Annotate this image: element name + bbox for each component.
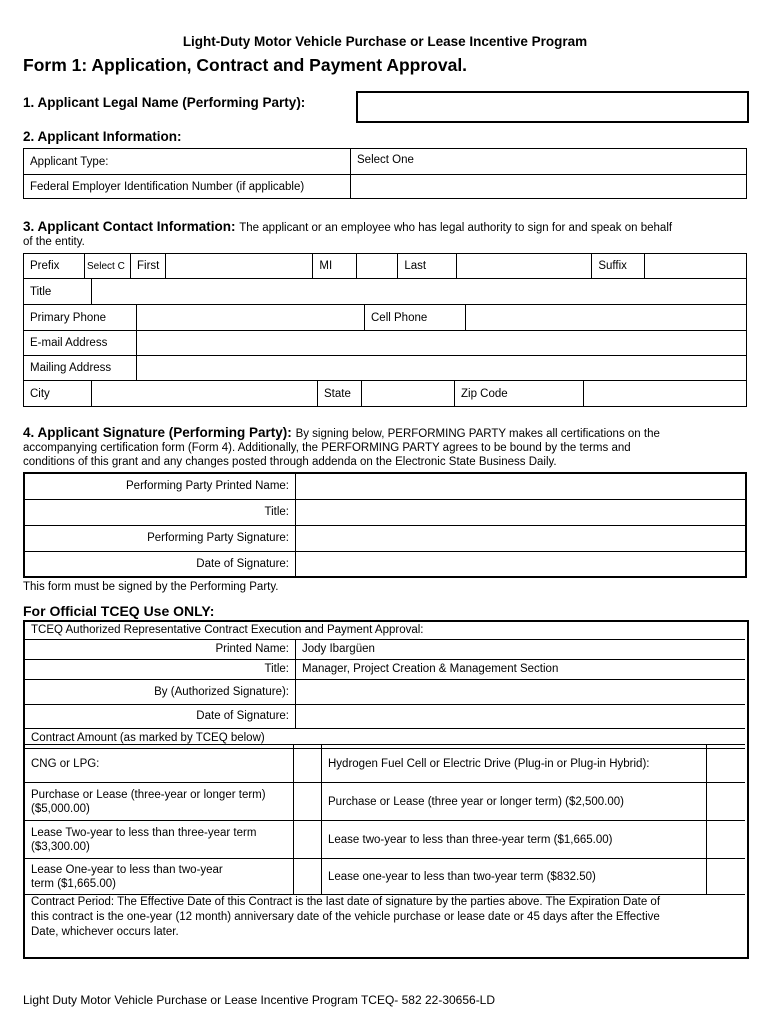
program-header: Light-Duty Motor Vehicle Purchase or Lease Incentive Program (182, 34, 588, 49)
contract-period-line-3: Date, whichever occurs later. (31, 926, 179, 938)
official-approval-table (25, 622, 745, 749)
right-purchase-label: Purchase or Lease (three year or longer term) ($2,500.00) (322, 783, 707, 821)
applicant-legal-name-field[interactable] (356, 91, 749, 123)
applicant-info-table (23, 148, 747, 199)
mailing-input[interactable] (137, 356, 747, 381)
signature-table (23, 472, 747, 578)
mi-label: MI (313, 254, 357, 279)
section-4-desc-2: accompanying certification form (Form 4). Additionally, the PERFORMING PARTY agrees to be bound by the terms and (23, 442, 631, 454)
suffix-input[interactable] (645, 254, 747, 279)
official-date-label: Date of Signature: (25, 704, 296, 728)
state-label: State (318, 381, 362, 407)
left-one-year-line-2: term ($1,665.00) (31, 877, 117, 890)
zip-input[interactable] (584, 381, 747, 407)
sig-title-label: Title: (24, 499, 296, 525)
left-two-year-label (25, 821, 294, 859)
applicant-type-select[interactable]: Select One (351, 149, 747, 175)
first-input[interactable] (166, 254, 313, 279)
contract-period-line-2: this contract is the one-year (12 month) anniversary date of the vehicle purchase or lease date or 45 days after the Effective (31, 911, 660, 923)
section-2-label: 2. Applicant Information: (23, 129, 182, 144)
official-date-input[interactable] (296, 704, 746, 728)
prefix-select[interactable]: Select C (85, 254, 131, 279)
title-input[interactable] (92, 279, 747, 305)
right-one-year-label: Lease one-year to less than two-year term ($832.50) (322, 859, 707, 895)
section-4-label (23, 425, 660, 440)
email-input[interactable] (137, 331, 747, 356)
official-printed-name-label: Printed Name: (25, 639, 296, 659)
official-printed-name-value: Jody Ibargüen (296, 639, 746, 659)
email-label: E-mail Address (24, 331, 137, 356)
first-label: First (131, 254, 166, 279)
mi-input[interactable] (357, 254, 398, 279)
left-two-year-line-1: Lease Two-year to less than three-year term (31, 826, 257, 839)
section-3-desc: The applicant or an employee who has legal authority to sign for and speak on behalf (239, 222, 673, 234)
sig-title-input[interactable] (296, 499, 747, 525)
printed-name-input[interactable] (296, 473, 747, 499)
contract-amount-label: Contract Amount (as marked by TCEQ below) (25, 728, 745, 748)
right-two-year-checkbox[interactable] (707, 821, 746, 859)
city-label: City (24, 381, 92, 407)
contract-amount-table (25, 744, 745, 895)
section-4-title: 4. Applicant Signature (Performing Party): (23, 425, 292, 440)
left-two-year-checkbox[interactable] (294, 821, 322, 859)
sig-date-label: Date of Signature: (24, 551, 296, 577)
section-4-desc-1: By signing below, PERFORMING PARTY makes all certifications on the (295, 428, 660, 440)
left-two-year-line-2: ($3,300.00) (31, 840, 90, 853)
last-label: Last (398, 254, 457, 279)
fein-label: Federal Employer Identification Number (if applicable) (24, 175, 351, 199)
section-3-desc-2: of the entity. (23, 236, 85, 248)
state-input[interactable] (362, 381, 455, 407)
left-purchase-line-1: Purchase or Lease (three-year or longer term) (31, 788, 266, 801)
form-title: Form 1: Application, Contract and Payment Approval. (23, 55, 468, 75)
left-purchase-line-2: ($5,000.00) (31, 802, 90, 815)
mailing-label: Mailing Address (24, 356, 137, 381)
footer: Light Duty Motor Vehicle Purchase or Lease Incentive Program TCEQ- 582 22-30656-LD (23, 993, 496, 1007)
cng-lpg-checkbox[interactable] (294, 745, 322, 783)
contact-table-city (23, 380, 747, 407)
right-two-year-label: Lease two-year to less than three-year term ($1,665.00) (322, 821, 707, 859)
signature-input[interactable] (296, 525, 747, 551)
left-purchase-label (25, 783, 294, 821)
left-one-year-checkbox[interactable] (294, 859, 322, 895)
primary-phone-input[interactable] (137, 305, 365, 331)
cell-phone-label: Cell Phone (365, 305, 466, 331)
printed-name-label: Performing Party Printed Name: (24, 473, 296, 499)
approval-heading: TCEQ Authorized Representative Contract Execution and Payment Approval: (25, 622, 745, 639)
section-1-label: 1. Applicant Legal Name (Performing Party): (23, 95, 306, 110)
section-3-label (23, 219, 672, 234)
sig-date-input[interactable] (296, 551, 747, 577)
hydrogen-label: Hydrogen Fuel Cell or Electric Drive (Plug-in or Plug-in Hybrid): (322, 745, 707, 783)
official-title-value: Manager, Project Creation & Management Section (296, 659, 746, 679)
right-one-year-checkbox[interactable] (707, 859, 746, 895)
title-label: Title (24, 279, 92, 305)
primary-phone-label: Primary Phone (24, 305, 137, 331)
hydrogen-checkbox[interactable] (707, 745, 746, 783)
left-one-year-line-1: Lease One-year to less than two-year (31, 863, 223, 876)
official-use-label: For Official TCEQ Use ONLY: (23, 603, 215, 619)
zip-label: Zip Code (455, 381, 584, 407)
contact-table-row1 (23, 253, 747, 279)
city-input[interactable] (92, 381, 318, 407)
fein-input[interactable] (351, 175, 747, 199)
left-purchase-checkbox[interactable] (294, 783, 322, 821)
official-by-input[interactable] (296, 679, 746, 704)
contract-period-line-1: Contract Period: The Effective Date of this Contract is the last date of signature by the parties above. The Expiration Date of (31, 896, 661, 908)
contact-table-title (23, 278, 747, 305)
official-by-label: By (Authorized Signature): (25, 679, 296, 704)
signature-label: Performing Party Signature: (24, 525, 296, 551)
applicant-type-label: Applicant Type: (24, 149, 351, 175)
contract-period (31, 895, 743, 940)
section-3-title: 3. Applicant Contact Information: (23, 219, 236, 234)
left-one-year-label (25, 859, 294, 895)
last-input[interactable] (457, 254, 592, 279)
signature-note: This form must be signed by the Performing Party. (23, 581, 279, 593)
prefix-label: Prefix (24, 254, 85, 279)
official-title-label: Title: (25, 659, 296, 679)
cell-phone-input[interactable] (466, 305, 747, 331)
section-4-desc-3: conditions of this grant and any changes posted through addenda on the Electronic State Business Daily. (23, 456, 557, 468)
right-purchase-checkbox[interactable] (707, 783, 746, 821)
suffix-label: Suffix (592, 254, 645, 279)
cng-lpg-label: CNG or LPG: (25, 745, 294, 783)
contact-table-phones (23, 304, 747, 381)
